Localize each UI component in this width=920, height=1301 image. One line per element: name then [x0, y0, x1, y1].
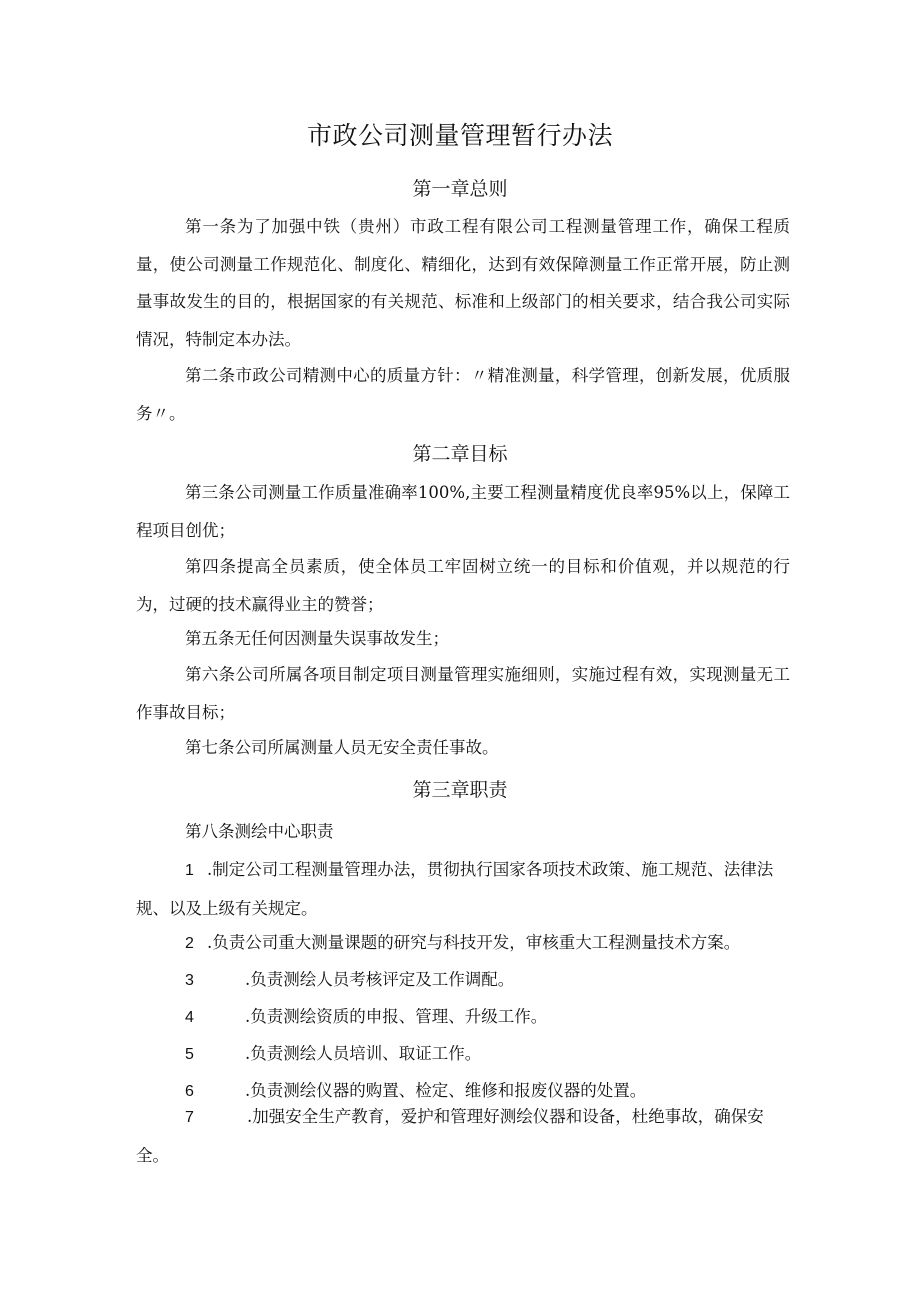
duty-item-text: .负责测绘资质的申报、管理、升级工作。 [245, 1007, 548, 1026]
document-title: 市政公司测量管理暂行办法 [306, 121, 613, 150]
article-2: 第二条市政公司精测中心的质量方针：〃精准测量，科学管理，创新发展，优质服务〃。 [136, 366, 790, 423]
duty-item-4 [136, 998, 790, 1037]
duty-item-5 [136, 1035, 790, 1074]
duty-item-3 [136, 961, 790, 1000]
article-1: 第一条为了加强中铁（贵州）市政工程有限公司工程测量管理工作，确保工程质量，使公司测量工作规范化、制度化、精细化，达到有效保障测量工作正常开展，防止测量事故发生的目的，根据国家的有关规范、标准和上级部门的相关要求，结合我公司实际情况，特制定本办法。 [136, 217, 790, 349]
duty-item-7 [136, 1098, 776, 1174]
duty-item-number: 7 [185, 1109, 194, 1126]
article-8: 第八条测绘中心职责 [185, 822, 334, 841]
duty-item-text: .制定公司工程测量管理办法，贯彻执行国家各项技术政策、施工规范、法律法规、以及上级有关规定。 [136, 860, 774, 918]
duty-item-number: 1 [185, 862, 194, 879]
article-7: 第七条公司所属测量人员无安全责任事故。 [185, 738, 499, 757]
duty-item-1 [136, 851, 790, 927]
duty-item-number: 4 [185, 1009, 194, 1026]
duty-item-number: 2 [185, 935, 194, 952]
article-3: 第三条公司测量工作质量准确率100%,主要工程测量精度优良率95%以上，保障工程项目创优； [136, 483, 790, 540]
duty-item-2 [136, 924, 790, 963]
article-4: 第四条提高全员素质，使全体员工牢固树立统一的目标和价值观，并以规范的行为，过硬的技术赢得业主的赞誉； [136, 557, 790, 614]
chapter-1-heading: 第一章总则 [412, 178, 508, 200]
duty-item-text: .负责公司重大测量课题的研究与科技开发，审核重大工程测量技术方案。 [207, 933, 741, 952]
duty-item-text: .负责测绘人员考核评定及工作调配。 [245, 970, 515, 989]
duty-item-number: 3 [185, 972, 194, 989]
chapter-3-heading: 第三章职责 [412, 779, 508, 801]
article-5: 第五条无任何因测量失误事故发生； [185, 629, 449, 648]
duty-item-text: .加强安全生产教育，爱护和管理好测绘仪器和设备，杜绝事故，确保安全。 [136, 1107, 764, 1165]
duty-item-number: 5 [185, 1046, 194, 1063]
chapter-2-heading: 第二章目标 [412, 443, 508, 465]
duty-item-number: 6 [185, 1083, 194, 1100]
duty-item-text: .负责测绘人员培训、取证工作。 [245, 1044, 482, 1063]
duty-item-text: .负责测绘仪器的购置、检定、维修和报废仪器的处置。 [245, 1081, 647, 1100]
article-6: 第六条公司所属各项目制定项目测量管理实施细则，实施过程有效，实现测量无工作事故目标； [136, 665, 790, 722]
